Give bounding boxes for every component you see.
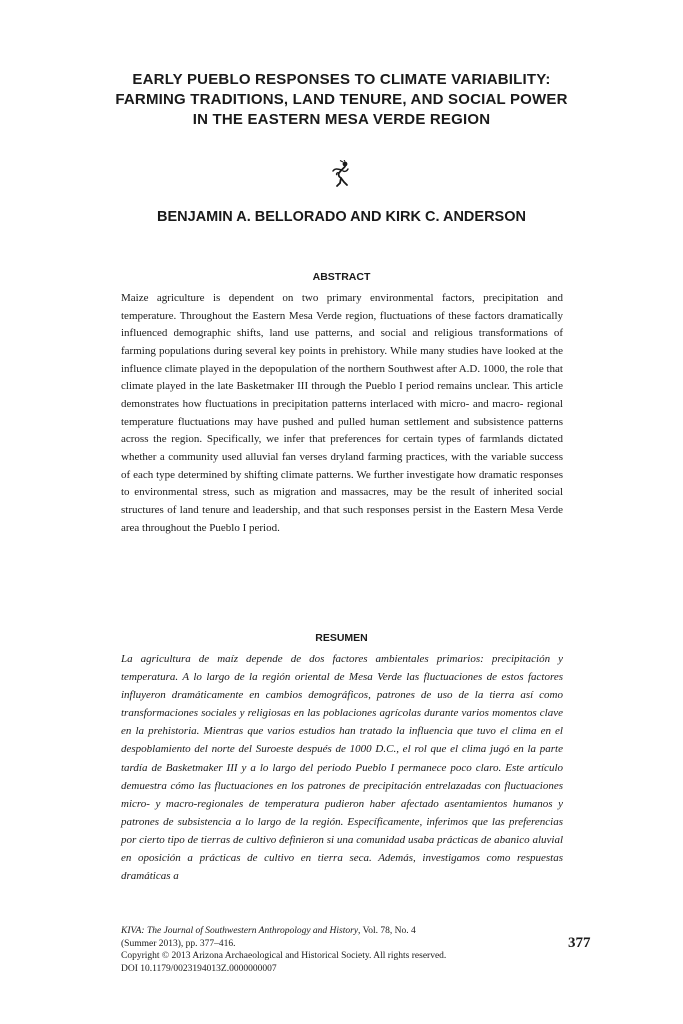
abstract-heading: ABSTRACT	[312, 271, 371, 283]
abstract-text: Maize agriculture is dependent on two primary environmental factors, precipitation and temperature. Throughout the Eastern Mesa Verde region, fluctuations of these factors dramatically influenced demographic shifts, land use patterns, and social and religious transformations of farming populations during several key points in prehistory. While many studies have looked at the influence climate played in the depopulation of the northern Southwest after A.D. 1000, the role that climate played in the late Basketmaker III through the Pueblo I period remains unclear. This article demonstrates how fluctuations in precipitation patterns interlaced with micro- and macro- regional temperature fluctuations may have pushed and pulled human settlement and subsistence patterns across the region. Specifically, we infer that preferences for certain types of farmlands dictated whether a community used alluvial fan verses dryland farming practices, with the variable success of each type determined by shifting climate patterns. We further investigate how dramatic responses to environmental stress, such as migration and massacres, may be the result of inherited social structures of land tenure and leadership, and that such responses persist in the Eastern Mesa Verde area throughout the Pueblo I period.	[121, 292, 563, 534]
journal-name: KIVA: The Journal of Southwestern Anthropology and History	[121, 926, 359, 936]
kokopelli-icon	[331, 160, 353, 188]
article-authors: BENJAMIN A. BELLORADO AND KIRK C. ANDERSON	[157, 209, 526, 225]
article-title	[60, 70, 623, 130]
title-line-2: FARMING TRADITIONS, LAND TENURE, AND SOCIAL POWER	[115, 91, 568, 108]
title-line-3: IN THE EASTERN MESA VERDE REGION	[192, 111, 491, 128]
doi-line: DOI 10.1179/0023194013Z.0000000007	[121, 963, 277, 974]
copyright-line: Copyright © 2013 Arizona Archaeological and Historical Society. All rights reserved.	[121, 951, 447, 961]
page-footer	[121, 925, 451, 975]
page-number: 377	[568, 935, 591, 951]
resumen-text: La agricultura de maíz depende de dos factores ambientales primarios: precipitación y temperatura. A lo largo de la región oriental de Mesa Verde las fluctuaciones de estos factores influyeron dramáticamente en cambios demográficos, patrones de uso de la tierra así como transformaciones sociales y religiosas en las poblaciones agrícolas durante varios momentos clave en la prehistoria. Mientras que varios estudios han tratado la influencia que tuvo el clima en el despoblamiento del norte del Suroeste después de 1000 D.C., el rol que el clima jugó en la parte tardía de Basketmaker III y a lo largo del periodo Pueblo I permanece poco claro. Este artículo demuestra cómo las fluctuaciones en los patrones de precipitación entrelazadas con fluctuaciones micro- y macro-regionales de temperatura pudieron haber afectado asentamientos humanos y patrones de subsistencia a lo largo de la región. Específicamente, inferimos que las preferencias por cierto tipo de tierras de cultivo definieron si una comunidad usaba prácticas de abanico aluvial en oposición a prácticas de cultivo en tierra seca. Además, investigamos como respuestas dramáticas a	[121, 653, 563, 883]
resumen-heading: RESUMEN	[315, 632, 368, 644]
title-line-1: EARLY PUEBLO RESPONSES TO CLIMATE VARIABILITY:	[132, 71, 551, 88]
citation-line	[121, 925, 451, 950]
citation-details: , Vol. 78, No. 4 (Summer 2013), pp. 377–416.	[121, 926, 416, 949]
